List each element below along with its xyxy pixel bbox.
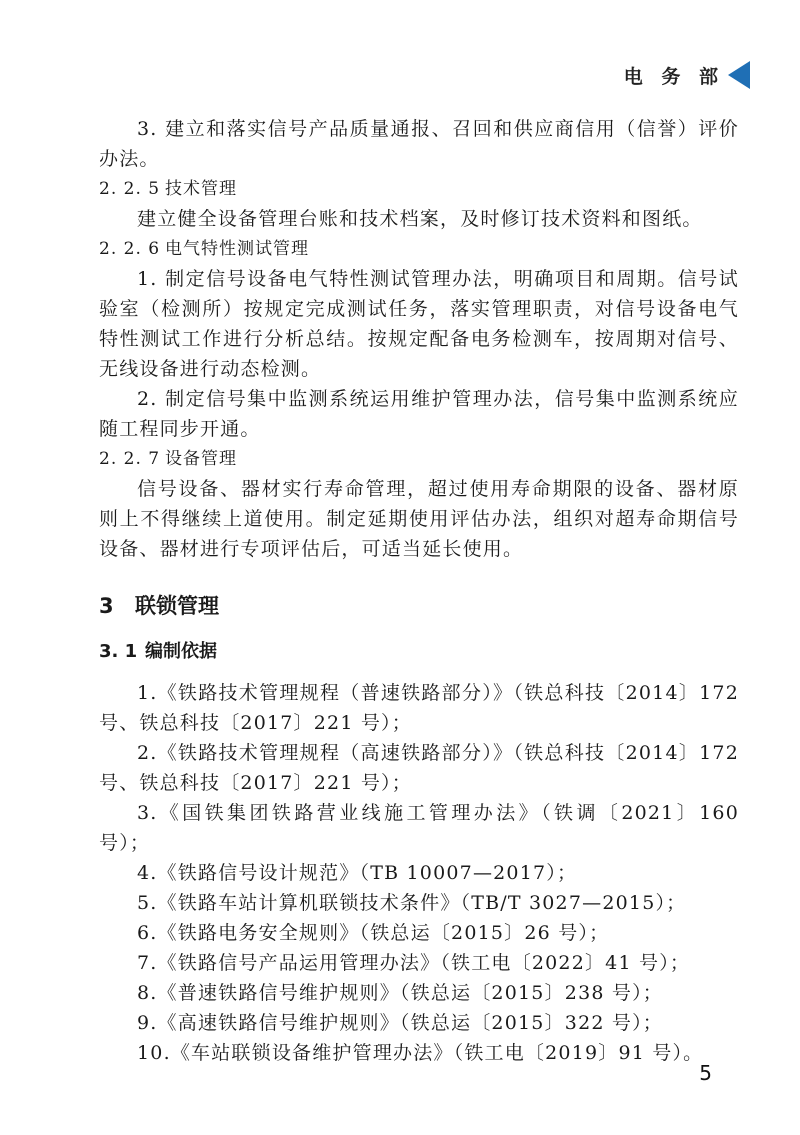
list-item: 7.《铁路信号产品运用管理办法》（铁工电〔2022〕41 号）； [137,952,691,974]
subsection-2-2-6 [99,234,739,264]
section-heading-3-1 [99,636,739,668]
subsection-2-2-5 [99,174,739,204]
list-item: 8.《普速铁路信号维护规则》（铁总运〔2015〕238 号）； [137,982,663,1004]
list-item: 2.《铁路技术管理规程（高速铁路部分）》（铁总科技〔2014〕172 号、铁总科技〔2017〕221 号）； [99,742,739,794]
subsection-title: 电气特性测试管理 [165,239,309,259]
subsection-title: 设备管理 [165,449,237,469]
subsection-number: 2. 2. 6 [99,239,161,259]
paragraph-electrical-test: 1. 制定信号设备电气特性测试管理办法，明确项目和周期。信号试验室（检测所）按规定完成测试任务，落实管理职责，对信号设备电气特性测试工作进行分析总结。按规定配备电务检测车，按周期对信号、无线设备进行动态检测。 [99,268,739,380]
paragraph-quality-report: 3. 建立和落实信号产品质量通报、召回和供应商信用（信誉）评价办法。 [99,118,739,170]
paragraph-tech-management: 建立健全设备管理台账和技术档案，及时修订技术资料和图纸。 [137,208,703,230]
subsection-number: 2. 2. 7 [99,449,161,469]
section-title: 联锁管理 [135,594,219,618]
list-item: 6.《铁路电务安全规则》（铁总运〔2015〕26 号）； [137,922,610,944]
list-item: 9.《高速铁路信号维护规则》（铁总运〔2015〕322 号）； [137,1012,663,1034]
subsection-title: 技术管理 [165,179,237,199]
running-header: 电 务 部 [623,66,724,88]
section-title: 编制依据 [145,641,217,662]
list-item: 3.《国铁集团铁路营业线施工管理办法》（铁调〔2021〕160 号）； [99,802,739,854]
list-item: 1.《铁路技术管理规程（普速铁路部分）》（铁总科技〔2014〕172 号、铁总科技〔2017〕221 号）； [99,682,739,734]
list-item: 10.《车站联锁设备维护管理办法》（铁工电〔2019〕91 号）。 [137,1042,704,1064]
paragraph-equipment-lifetime: 信号设备、器材实行寿命管理，超过使用寿命期限的设备、器材原则上不得继续上道使用。制定延期使用评估办法，组织对超寿命期信号设备、器材进行专项评估后，可适当延长使用。 [99,478,739,560]
triangle-marker-icon [728,61,750,89]
reference-list [99,678,739,1068]
section-number: 3 [99,594,114,618]
section-number: 3. 1 [99,641,138,662]
page-number: 5 [699,1061,712,1085]
section-heading-3 [99,590,739,622]
subsection-2-2-7 [99,444,739,474]
paragraph-monitoring-system: 2. 制定信号集中监测系统运用维护管理办法，信号集中监测系统应随工程同步开通。 [99,388,739,440]
subsection-number: 2. 2. 5 [99,179,161,199]
list-item: 4.《铁路信号设计规范》（TB 10007—2017）； [137,862,578,884]
page-body [99,114,739,1068]
list-item: 5.《铁路车站计算机联锁技术条件》（TB/T 3027—2015）； [137,892,687,914]
